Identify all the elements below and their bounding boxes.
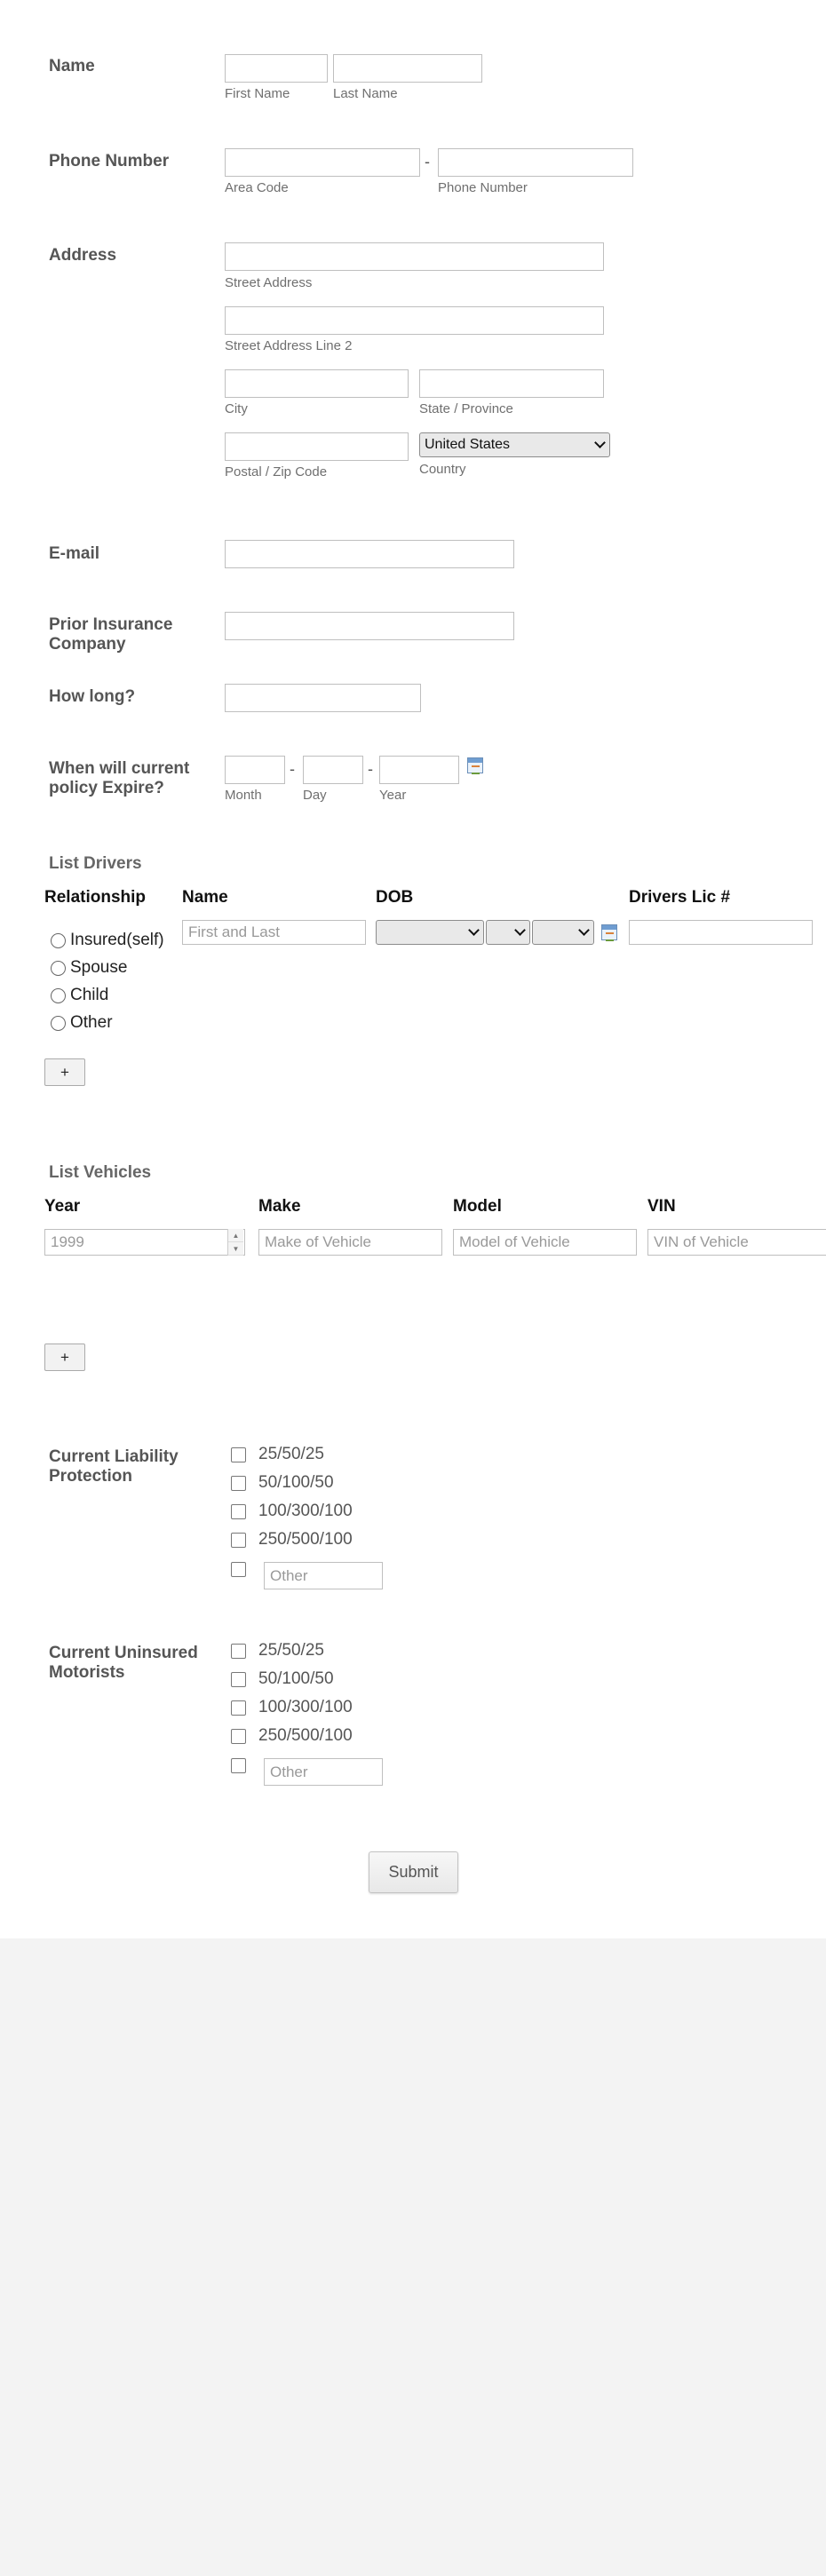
first-name-input[interactable] (225, 54, 328, 83)
dob-year-select[interactable] (532, 920, 594, 945)
liability-option-label: 100/300/100 (258, 1502, 353, 1520)
checkbox[interactable] (231, 1533, 246, 1548)
area-code-sublabel: Area Code (225, 180, 289, 195)
relationship-option-label: Child (70, 986, 109, 1004)
email-input[interactable] (225, 540, 514, 568)
how-long-input[interactable] (225, 684, 421, 712)
country-select[interactable] (419, 432, 610, 457)
vehicles-title: List Vehicles (49, 1163, 152, 1182)
liability-option-label: 250/500/100 (258, 1530, 353, 1549)
uninsured-option-2[interactable] (231, 1669, 334, 1689)
vehicle-year-input[interactable] (44, 1229, 245, 1256)
liability-other-input[interactable] (264, 1562, 383, 1589)
checkbox[interactable] (231, 1729, 246, 1744)
street-address-2-sublabel: Street Address Line 2 (225, 338, 353, 353)
checkbox[interactable] (231, 1447, 246, 1462)
drivers-title: List Drivers (49, 854, 142, 873)
relationship-option-child[interactable] (51, 986, 108, 1005)
area-code-input[interactable] (225, 148, 420, 177)
liability-option-other[interactable] (231, 1559, 258, 1579)
country-value: United States (425, 437, 511, 452)
state-input[interactable] (419, 369, 604, 398)
uninsured-option-4[interactable] (231, 1726, 353, 1746)
dob-calendar-icon[interactable] (601, 924, 617, 940)
drivers-license-input[interactable] (629, 920, 813, 945)
uninsured-option-label: 250/500/100 (258, 1726, 353, 1745)
chevron-down-icon (514, 924, 526, 936)
last-name-sublabel: Last Name (333, 86, 398, 101)
chevron-down-icon (578, 924, 590, 936)
street-address-input[interactable] (225, 242, 604, 271)
liability-option-label: 50/100/50 (258, 1473, 334, 1492)
city-input[interactable] (225, 369, 409, 398)
prior-insurance-label: Prior Insurance Company (49, 615, 173, 654)
uninsured-option-other[interactable] (231, 1756, 258, 1775)
uninsured-option-3[interactable] (231, 1698, 353, 1717)
expire-month-input[interactable] (225, 756, 285, 784)
checkbox[interactable] (231, 1700, 246, 1716)
checkbox[interactable] (231, 1562, 246, 1577)
relationship-option-label: Other (70, 1013, 113, 1032)
street-address-2-input[interactable] (225, 306, 604, 335)
expire-day-input[interactable] (303, 756, 363, 784)
radio-button[interactable] (51, 961, 66, 976)
expire-month-sublabel: Month (225, 788, 262, 803)
state-sublabel: State / Province (419, 401, 513, 416)
first-name-sublabel: First Name (225, 86, 290, 101)
dob-day-select[interactable] (486, 920, 530, 945)
drivers-header-relationship: Relationship (44, 888, 147, 907)
add-vehicle-button[interactable]: + (44, 1343, 85, 1371)
expire-year-sublabel: Year (379, 788, 407, 803)
email-label: E-mail (49, 544, 100, 563)
expire-year-input[interactable] (379, 756, 459, 784)
vehicle-vin-input[interactable] (647, 1229, 826, 1256)
street-address-sublabel: Street Address (225, 275, 313, 290)
vehicle-model-input[interactable] (453, 1229, 637, 1256)
dob-month-select[interactable] (376, 920, 484, 945)
phone-dash: - (425, 153, 430, 170)
vehicle-make-input[interactable] (258, 1229, 442, 1256)
drivers-header-dob: DOB (376, 888, 414, 907)
relationship-option-insured[interactable] (51, 931, 164, 950)
country-sublabel: Country (419, 462, 466, 477)
liability-option-label: 25/50/25 (258, 1445, 324, 1463)
relationship-option-spouse[interactable] (51, 958, 127, 978)
driver-name-input[interactable] (182, 920, 366, 945)
liability-option-4[interactable] (231, 1530, 353, 1550)
relationship-option-other[interactable] (51, 1013, 113, 1033)
liability-option-3[interactable] (231, 1502, 353, 1521)
name-label: Name (49, 57, 95, 75)
vehicles-header-vin: VIN (647, 1197, 676, 1216)
calendar-icon[interactable] (467, 757, 483, 773)
expire-day-sublabel: Day (303, 788, 327, 803)
chevron-down-icon (594, 437, 606, 448)
checkbox[interactable] (231, 1758, 246, 1773)
liability-option-1[interactable] (231, 1445, 324, 1464)
checkbox[interactable] (231, 1476, 246, 1491)
uninsured-option-label: 50/100/50 (258, 1669, 334, 1688)
uninsured-other-input[interactable] (264, 1758, 383, 1786)
checkbox[interactable] (231, 1504, 246, 1519)
city-sublabel: City (225, 401, 248, 416)
address-label: Address (49, 246, 117, 265)
drivers-header-license: Drivers Lic # (629, 888, 731, 907)
vehicles-header-make: Make (258, 1197, 301, 1216)
liability-option-2[interactable] (231, 1473, 334, 1493)
last-name-input[interactable] (333, 54, 482, 83)
liability-label: Current Liability Protection (49, 1447, 179, 1486)
add-driver-button[interactable]: + (44, 1058, 85, 1086)
year-stepper[interactable] (227, 1229, 243, 1256)
uninsured-option-1[interactable] (231, 1641, 324, 1661)
phone-label: Phone Number (49, 152, 170, 170)
uninsured-option-label: 100/300/100 (258, 1698, 353, 1716)
uninsured-label: Current Uninsured Motorists (49, 1644, 198, 1682)
uninsured-option-label: 25/50/25 (258, 1641, 324, 1660)
relationship-option-label: Insured(self) (70, 931, 164, 949)
checkbox[interactable] (231, 1672, 246, 1687)
zip-sublabel: Postal / Zip Code (225, 464, 328, 480)
expire-label: When will current policy Expire? (49, 759, 190, 797)
submit-button[interactable]: Submit (369, 1851, 458, 1893)
how-long-label: How long? (49, 687, 136, 706)
phone-number-sublabel: Phone Number (438, 180, 528, 195)
radio-button[interactable] (51, 933, 66, 948)
radio-button[interactable] (51, 1016, 66, 1031)
radio-button[interactable] (51, 988, 66, 1003)
chevron-down-icon (468, 924, 480, 936)
vehicles-header-year: Year (44, 1197, 81, 1216)
drivers-header-name: Name (182, 888, 228, 907)
checkbox[interactable] (231, 1644, 246, 1659)
expire-dash-2: - (368, 760, 373, 778)
stepper-down-icon[interactable]: ▼ (228, 1242, 243, 1256)
stepper-up-icon[interactable]: ▲ (228, 1229, 243, 1242)
zip-input[interactable] (225, 432, 409, 461)
expire-dash-1: - (290, 760, 295, 778)
prior-insurance-input[interactable] (225, 612, 514, 640)
phone-number-input[interactable] (438, 148, 633, 177)
vehicles-header-model: Model (453, 1197, 502, 1216)
relationship-option-label: Spouse (70, 958, 128, 977)
